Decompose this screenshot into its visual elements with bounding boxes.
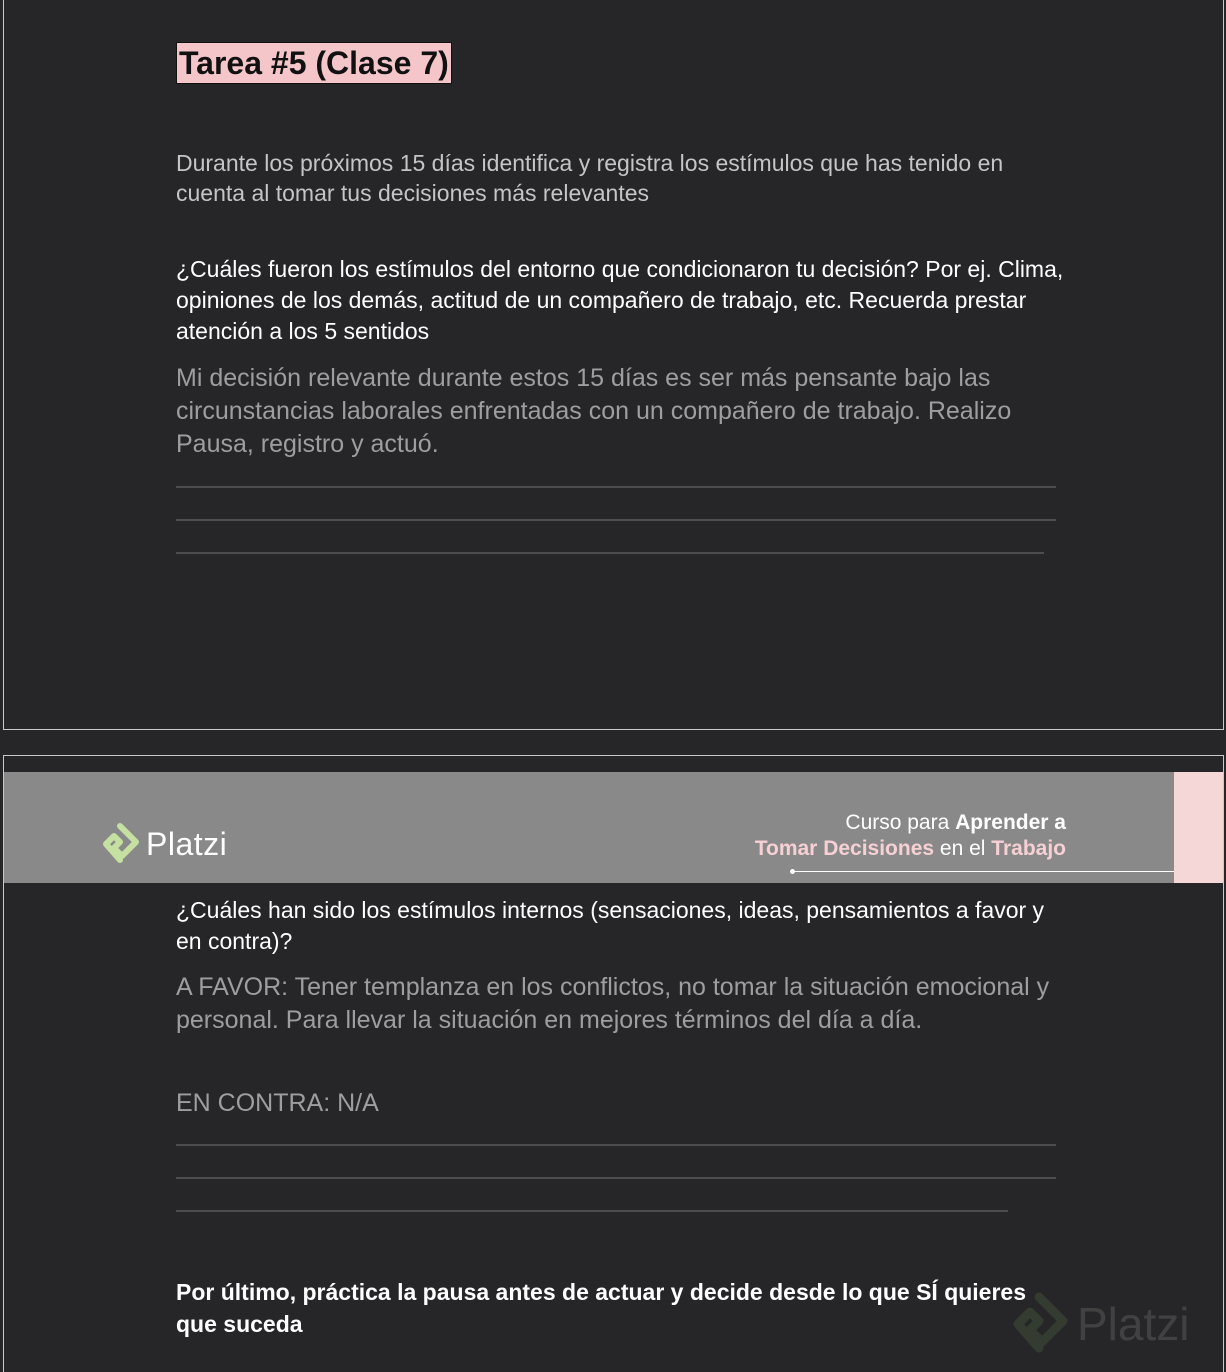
answer-line [176, 519, 1056, 521]
platzi-diamond-icon [100, 822, 140, 866]
task-instructions: Durante los próximos 15 días identifica y registra los estímulos que has tenido en cuenta al tomar tus decisiones más relevantes [176, 150, 1004, 206]
answer-against: EN CONTRA: N/A [176, 1089, 379, 1117]
logo-text: Platzi [146, 825, 228, 862]
answer-line [176, 1177, 1056, 1179]
answer-line [176, 1210, 1008, 1212]
course-prefix: Curso para [845, 811, 956, 834]
watermark-text: Platzi [1077, 1298, 1190, 1350]
course-topic-end: Trabajo [991, 837, 1066, 860]
document-page-2 [3, 755, 1224, 1372]
page-gap [0, 731, 1226, 755]
course-underline-dot [790, 869, 795, 874]
answer-line [176, 486, 1056, 488]
answer-in-favor: A FAVOR: Tener templanza en los conflictos, no tomar la situación emocional y personal. Para llevar la situación en mejores términos del día a día. [176, 973, 1050, 1034]
course-connector: en el [934, 837, 992, 860]
answer-external-stimuli: Mi decisión relevante durante estos 15 días es ser más pensante bajo las circunstancias laborales enfrentadas con un compañero de trabajo. Realizo Pausa, registro y actuó. [176, 364, 1012, 458]
banner-accent [1174, 772, 1224, 883]
course-underline [792, 871, 1174, 872]
watermark-diamond-icon [1009, 1291, 1069, 1357]
question-external-stimuli: ¿Cuáles fueron los estímulos del entorno que condicionaron tu decisión? Por ej. Clima, opiniones de los demás, actitud de un compañero de trabajo, etc. Recuerda prestar atención a los 5 sentidos [176, 256, 1064, 344]
closing-instruction: Por último, práctica la pausa antes de actuar y decide desde lo que SÍ quieres que suceda [176, 1279, 1027, 1337]
platzi-watermark [1009, 1291, 1189, 1357]
platzi-logo [100, 822, 227, 866]
course-title [755, 810, 1066, 862]
course-banner [4, 772, 1174, 883]
course-topic: Tomar Decisiones [754, 837, 935, 860]
question-internal-stimuli: ¿Cuáles han sido los estímulos internos (sensaciones, ideas, pensamientos a favor y en contra)? [176, 897, 1045, 954]
document-page-1 [3, 0, 1224, 730]
course-title-line-2 [755, 836, 1066, 862]
course-title-line-1 [755, 810, 1066, 836]
course-bold: Aprender a [955, 811, 1066, 834]
page-title: Tarea #5 (Clase 7) [176, 42, 452, 84]
answer-line [176, 552, 1044, 554]
answer-line [176, 1144, 1056, 1146]
